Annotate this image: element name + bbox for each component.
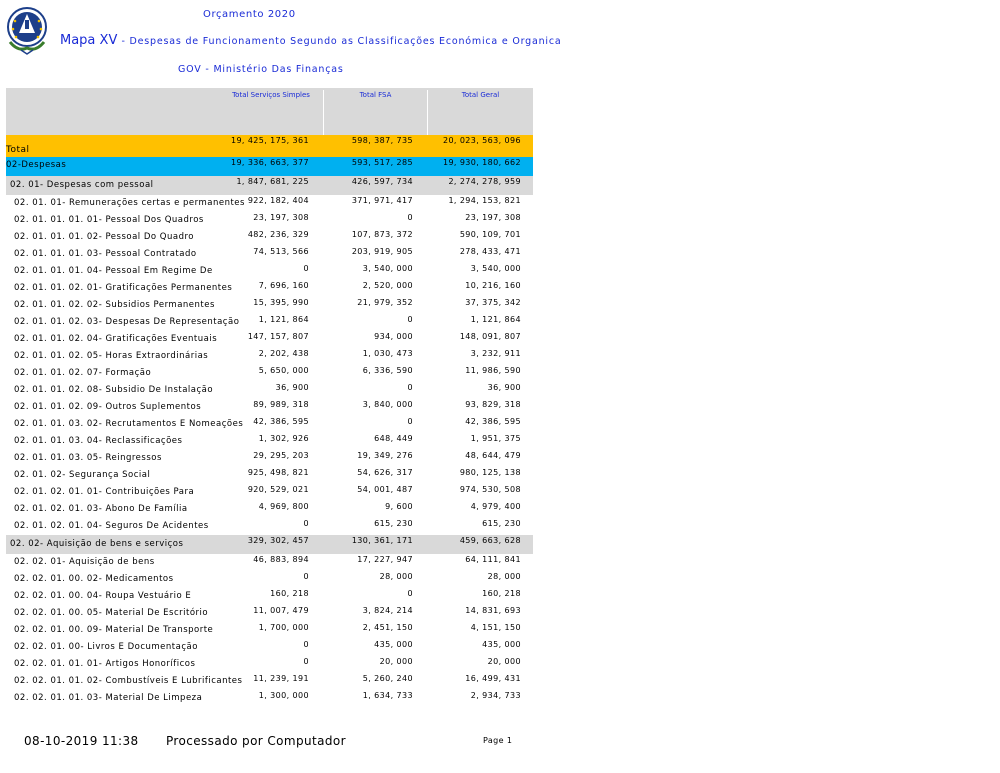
value-services: 0	[303, 572, 309, 581]
value-fsa: 54, 001, 487	[357, 485, 413, 494]
row-label: 02. 01. 01. 02. 09- Outros Suplementos	[14, 402, 202, 412]
value-services: 0	[303, 657, 309, 666]
value-fsa: 19, 349, 276	[357, 451, 413, 460]
value-services: 4, 969, 800	[258, 502, 309, 511]
table-row	[6, 229, 533, 246]
value-total: 3, 540, 000	[470, 264, 521, 273]
value-total: 590, 109, 701	[459, 230, 521, 239]
value-total: 2, 274, 278, 959	[448, 177, 521, 186]
value-services: 29, 295, 203	[253, 451, 309, 460]
value-fsa: 2, 520, 000	[362, 281, 413, 290]
value-services: 23, 197, 308	[253, 213, 309, 222]
table-row	[6, 331, 533, 348]
table-row	[6, 467, 533, 484]
value-fsa: 371, 971, 417	[351, 196, 413, 205]
value-total: 4, 151, 150	[470, 623, 521, 632]
value-total: 1, 951, 375	[470, 434, 521, 443]
row-label: 02. 01. 01. 02. 02- Subsidios Permanentes	[14, 300, 215, 310]
value-fsa: 203, 919, 905	[351, 247, 413, 256]
row-label: 02. 01. 01. 02. 01- Gratificações Permanentes	[14, 283, 233, 293]
value-services: 7, 696, 160	[258, 281, 309, 290]
row-label: 02. 01. 02. 01. 04- Seguros De Acidentes	[14, 521, 209, 531]
table-row	[6, 535, 533, 554]
table-row	[6, 656, 533, 673]
table-row	[6, 314, 533, 331]
row-label: 02. 01. 01. 03. 05- Reingressos	[14, 453, 162, 463]
footer-date: 08-10-2019 11:38	[24, 734, 139, 748]
value-total: 93, 829, 318	[465, 400, 521, 409]
value-total: 20, 023, 563, 096	[442, 136, 521, 145]
value-fsa: 54, 626, 317	[357, 468, 413, 477]
value-fsa: 5, 260, 240	[362, 674, 413, 683]
table-row	[6, 280, 533, 297]
value-fsa: 934, 000	[374, 332, 413, 341]
value-fsa: 0	[407, 383, 413, 392]
table-row	[6, 157, 533, 176]
table-row	[6, 382, 533, 399]
value-fsa: 20, 000	[379, 657, 413, 666]
value-fsa: 2, 451, 150	[362, 623, 413, 632]
value-fsa: 21, 979, 352	[357, 298, 413, 307]
value-fsa: 17, 227, 947	[357, 555, 413, 564]
value-fsa: 426, 597, 734	[351, 177, 413, 186]
table-row	[6, 690, 533, 707]
row-label: 02. 01. 01. 03. 04- Reclassificações	[14, 436, 183, 446]
row-label: 02. 01- Despesas com pessoal	[10, 180, 154, 190]
value-total: 1, 121, 864	[470, 315, 521, 324]
map-subtitle: - Despesas de Funcionamento Segundo as Classificações Económica e Organica	[121, 36, 562, 47]
value-total: 974, 530, 508	[459, 485, 521, 494]
value-fsa: 593, 517, 285	[351, 158, 413, 167]
coat-of-arms-logo	[4, 6, 50, 56]
value-total: 64, 111, 841	[465, 555, 521, 564]
value-fsa: 0	[407, 315, 413, 324]
row-label: 02. 01. 01. 02. 04- Gratificações Eventuais	[14, 334, 218, 344]
value-services: 482, 236, 329	[247, 230, 309, 239]
table-body	[6, 135, 533, 707]
value-total: 10, 216, 160	[465, 281, 521, 290]
value-services: 1, 302, 926	[258, 434, 309, 443]
value-fsa: 130, 361, 171	[351, 536, 413, 545]
table-row	[6, 605, 533, 622]
row-label: Total	[6, 145, 30, 155]
value-services: 922, 182, 404	[247, 196, 309, 205]
value-services: 0	[303, 264, 309, 273]
row-label: 02. 01. 02. 01. 03- Abono De Família	[14, 504, 188, 514]
table-row	[6, 639, 533, 656]
table-row	[6, 263, 533, 280]
footer-page-number: Page 1	[483, 736, 513, 745]
table-row	[6, 246, 533, 263]
table-row	[6, 399, 533, 416]
row-label: 02. 01. 01. 01. 03- Pessoal Contratado	[14, 249, 197, 259]
value-total: 42, 386, 595	[465, 417, 521, 426]
value-fsa: 0	[407, 213, 413, 222]
column-header-fsa: Total FSA	[323, 90, 427, 135]
row-label: 02. 01. 01. 01. 01- Pessoal Dos Quadros	[14, 215, 204, 225]
value-total: 615, 230	[482, 519, 521, 528]
table-row	[6, 297, 533, 314]
row-label: 02. 01. 01. 01. 04- Pessoal Em Regime De	[14, 266, 213, 276]
value-total: 4, 979, 400	[470, 502, 521, 511]
value-fsa: 435, 000	[374, 640, 413, 649]
table-row	[6, 622, 533, 639]
value-total: 980, 125, 138	[459, 468, 521, 477]
table-row	[6, 433, 533, 450]
value-fsa: 28, 000	[379, 572, 413, 581]
value-fsa: 9, 600	[385, 502, 413, 511]
table-row	[6, 501, 533, 518]
value-total: 37, 375, 342	[465, 298, 521, 307]
table-row	[6, 518, 533, 535]
value-fsa: 3, 840, 000	[362, 400, 413, 409]
value-services: 36, 900	[275, 383, 309, 392]
table-row	[6, 135, 533, 157]
value-services: 160, 218	[270, 589, 309, 598]
value-total: 23, 197, 308	[465, 213, 521, 222]
value-services: 19, 425, 175, 361	[230, 136, 309, 145]
table-row	[6, 673, 533, 690]
value-services: 42, 386, 595	[253, 417, 309, 426]
value-total: 3, 232, 911	[470, 349, 521, 358]
table-row	[6, 484, 533, 501]
value-fsa: 648, 449	[374, 434, 413, 443]
row-label: 02. 02. 01. 01. 03- Material De Limpeza	[14, 693, 203, 703]
row-label: 02. 02. 01. 00. 02- Medicamentos	[14, 574, 174, 584]
row-label: 02. 01. 02. 01. 01- Contribuições Para	[14, 487, 195, 497]
value-total: 16, 499, 431	[465, 674, 521, 683]
value-total: 19, 930, 180, 662	[442, 158, 521, 167]
value-services: 1, 300, 000	[258, 691, 309, 700]
value-fsa: 598, 387, 735	[351, 136, 413, 145]
value-total: 459, 663, 628	[459, 536, 521, 545]
value-total: 11, 986, 590	[465, 366, 521, 375]
value-services: 15, 395, 990	[253, 298, 309, 307]
value-total: 36, 900	[487, 383, 521, 392]
value-total: 148, 091, 807	[459, 332, 521, 341]
table-row	[6, 176, 533, 195]
value-services: 19, 336, 663, 377	[230, 158, 309, 167]
row-label: 02. 02. 01. 01. 01- Artigos Honoríficos	[14, 659, 196, 669]
value-total: 28, 000	[487, 572, 521, 581]
row-label: 02. 01. 01. 02. 05- Horas Extraordinárias	[14, 351, 209, 361]
value-services: 147, 157, 807	[247, 332, 309, 341]
value-total: 20, 000	[487, 657, 521, 666]
row-label: 02. 01. 01. 02. 07- Formação	[14, 368, 152, 378]
value-total: 1, 294, 153, 821	[448, 196, 521, 205]
table-row	[6, 554, 533, 571]
row-label: 02. 02. 01- Aquisição de bens	[14, 557, 155, 567]
map-title: Mapa XV	[60, 33, 118, 48]
table-row	[6, 365, 533, 382]
value-services: 5, 650, 000	[258, 366, 309, 375]
value-total: 2, 934, 733	[470, 691, 521, 700]
map-title-heading	[60, 33, 562, 48]
value-fsa: 107, 873, 372	[351, 230, 413, 239]
row-label: 02. 02. 01. 00. 09- Material De Transporte	[14, 625, 214, 635]
table-row	[6, 348, 533, 365]
table-row	[6, 450, 533, 467]
footer-processed: Processado por Computador	[166, 734, 346, 748]
budget-year-heading: Orçamento 2020	[203, 9, 296, 20]
value-services: 925, 498, 821	[247, 468, 309, 477]
table-row	[6, 416, 533, 433]
value-services: 11, 239, 191	[253, 674, 309, 683]
table-row	[6, 588, 533, 605]
value-services: 1, 121, 864	[258, 315, 309, 324]
table-column-headers	[6, 88, 533, 135]
value-fsa: 1, 634, 733	[362, 691, 413, 700]
row-label: 02-Despesas	[6, 160, 67, 170]
row-label: 02. 02. 01. 01. 02- Combustíveis E Lubrificantes	[14, 676, 243, 686]
row-label: 02. 01. 01. 03. 02- Recrutamentos E Nomeações	[14, 419, 244, 429]
value-services: 74, 513, 566	[253, 247, 309, 256]
value-total: 160, 218	[482, 589, 521, 598]
value-total: 48, 644, 479	[465, 451, 521, 460]
row-label: 02. 02. 01. 00- Livros E Documentação	[14, 642, 198, 652]
row-label: 02. 01. 01. 01. 02- Pessoal Do Quadro	[14, 232, 194, 242]
value-fsa: 0	[407, 589, 413, 598]
row-label: 02. 02. 01. 00. 05- Material De Escritório	[14, 608, 209, 618]
table-row	[6, 195, 533, 212]
value-total: 435, 000	[482, 640, 521, 649]
row-label: 02. 01. 01. 02. 08- Subsidio De Instalação	[14, 385, 214, 395]
value-services: 2, 202, 438	[258, 349, 309, 358]
value-services: 11, 007, 479	[253, 606, 309, 615]
value-services: 1, 847, 681, 225	[236, 177, 309, 186]
column-header-total: Total Geral	[427, 90, 533, 135]
table-row	[6, 571, 533, 588]
ministry-heading: GOV - Ministério Das Finanças	[178, 64, 344, 75]
row-label: 02. 02. 01. 00. 04- Roupa Vestuário E	[14, 591, 192, 601]
value-services: 329, 302, 457	[247, 536, 309, 545]
column-header-services: Total Serviços Simples	[232, 91, 310, 99]
value-fsa: 6, 336, 590	[362, 366, 413, 375]
row-label: 02. 01. 02- Segurança Social	[14, 470, 151, 480]
value-services: 0	[303, 519, 309, 528]
row-label: 02. 01. 01. 02. 03- Despesas De Representação	[14, 317, 240, 327]
value-services: 920, 529, 021	[247, 485, 309, 494]
value-fsa: 0	[407, 417, 413, 426]
value-total: 14, 831, 693	[465, 606, 521, 615]
row-label: 02. 01. 01- Remunerações certas e permanentes	[14, 198, 245, 208]
expense-table	[6, 88, 533, 707]
row-label: 02. 02- Aquisição de bens e serviços	[10, 539, 184, 549]
value-fsa: 615, 230	[374, 519, 413, 528]
table-row	[6, 212, 533, 229]
value-fsa: 3, 540, 000	[362, 264, 413, 273]
value-total: 278, 433, 471	[459, 247, 521, 256]
value-services: 1, 700, 000	[258, 623, 309, 632]
value-services: 0	[303, 640, 309, 649]
value-fsa: 3, 824, 214	[362, 606, 413, 615]
value-fsa: 1, 030, 473	[362, 349, 413, 358]
value-services: 89, 989, 318	[253, 400, 309, 409]
value-services: 46, 883, 894	[253, 555, 309, 564]
